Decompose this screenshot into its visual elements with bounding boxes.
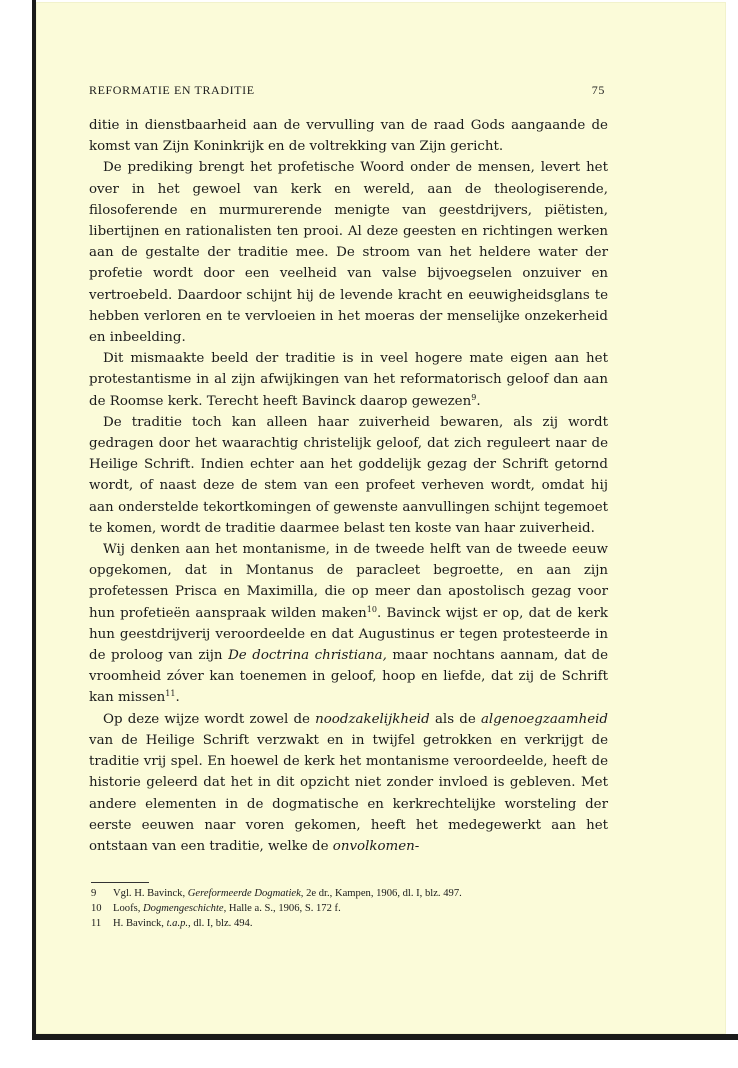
footnote-number: 11 [91, 918, 102, 929]
paragraph [89, 115, 608, 157]
footnote-number: 9 [91, 888, 97, 899]
text-run: H. Bavinck, [113, 918, 167, 929]
footnote-reference: 11 [165, 689, 176, 699]
italic-text: algenoegzaamheid [480, 711, 609, 727]
footnote [89, 916, 609, 931]
body-text [89, 115, 608, 857]
italic-text: De doctrina christiana, [228, 648, 387, 664]
text-run: maar nochtans aannam, dat de vroomheid zóver kan toenemen in geloof, hoop en liefde, dat zij de Schrift kan missen [89, 648, 609, 706]
footnote [89, 901, 609, 916]
text-run: . [476, 393, 481, 409]
text-run: als de [429, 711, 481, 727]
running-header [89, 83, 605, 101]
text-run: Dit mismaakte beeld der traditie is in veel hogere mate eigen aan het protestantisme in al zijn afwijkingen van het reformatorisch geloof dan aan de Roomse kerk. Terecht heeft Bavinck daarop gewezen [89, 351, 608, 409]
paragraph [89, 348, 608, 412]
text-run: van de Heilige Schrift verzwakt en in twijfel getrokken en verkrijgt de traditie vrij spel. En hoewel de kerk het montanisme veroordeelde, heeft de historie geleerd dat het in dit opzicht niet zonder invloed is gebleven. Met andere elementen in de dogmatische en kerkrechtelijke worsteling der eerste eeuwen naar voren gekomen, heeft het medegewerkt aan het ontstaan van een traditie, welke de [89, 732, 608, 854]
paragraph [89, 709, 608, 857]
paragraph [89, 539, 608, 709]
footnote-rule [91, 882, 149, 883]
footnote-reference: 10 [366, 604, 377, 614]
footnote-reference: 9 [471, 392, 477, 402]
text-run: Vgl. H. Bavinck, [113, 888, 188, 899]
footnote-text [113, 886, 609, 901]
scan-bottom-edge [32, 1034, 738, 1040]
italic-text: onvolkomen- [332, 838, 420, 854]
footnote [89, 886, 609, 901]
text-run: . Bavinck wijst er op, dat de kerk hun geestdrijverij veroordeelde en dat Augustinus er tegen protesteerde in de proloog van zijn [89, 605, 608, 664]
text-run: . [175, 690, 180, 706]
page-number: 75 [591, 83, 605, 97]
text-run: Op deze wijze wordt zowel de [103, 711, 316, 727]
footnote-text [113, 901, 609, 916]
footnotes [89, 886, 609, 931]
italic-text: t.a.p., [166, 918, 191, 929]
text-run: Wij denken aan het montanisme, in de tweede helft van de tweede eeuw opgekomen, dat in Montanus de paracleet begroette, en aan zijn profetessen Prisca en Maximilla, die op meer dan apostolisch gezag voor hun profetieën aanspraak wilden maken [89, 542, 608, 621]
paragraph [89, 157, 608, 348]
running-title: REFORMATIE EN TRADITIE [89, 83, 255, 97]
text-run: dl. I, blz. 494. [190, 918, 253, 929]
italic-text: noodzakelijkheid [315, 711, 430, 727]
footnote-number: 10 [91, 903, 102, 914]
text-run: Loofs, [113, 903, 144, 914]
text-run: ditie in dienstbaarheid aan de vervulling van de raad Gods aangaande de komst van Zijn Koninkrijk en de voltrekking van Zijn gericht. [89, 118, 608, 155]
text-run: De prediking brengt het profetische Woord onder de mensen, levert het over in het gewoel van kerk en wereld, aan de theologiserende, filosoferende en murmurerende menigte van geestdrijvers, piëtisten, libertijnen en rationalisten ten prooi. Al deze geesten en richtingen werken aan de gestalte der traditie mee. De stroom van het heldere water der profetie wordt door een veelheid van valse bijvoegselen onzuiver en vertroebeld. Daardoor schijnt hij de levende kracht en eeuwigheidsglans te hebben verloren en te vervloeien in het moeras der menselijke onzekerheid en inbeelding. [89, 160, 608, 346]
italic-text: Gereformeerde Dogmatiek, [187, 888, 304, 899]
text-run: De traditie toch kan alleen haar zuiverheid bewaren, als zij wordt gedragen door het waarachtig christelijk geloof, dat zich reguleert naar de Heilige Schrift. Indien echter aan het goddelijk gezag der Schrift getornd wordt, of naast deze de stem van een profeet verheven wordt, omdat hij aan onderstelde tekortkomingen of gewenste aanvullingen schijnt tegemoet te komen, wordt de traditie daarmee belast ten koste van haar zuiverheid. [89, 414, 608, 536]
italic-text: Dogmengeschichte, [143, 903, 227, 914]
footnote-text [113, 916, 609, 931]
paragraph [89, 412, 608, 539]
text-run: 2e dr., Kampen, 1906, dl. I, blz. 497. [303, 888, 462, 899]
text-run: Halle a. S., 1906, S. 172 f. [226, 903, 341, 914]
